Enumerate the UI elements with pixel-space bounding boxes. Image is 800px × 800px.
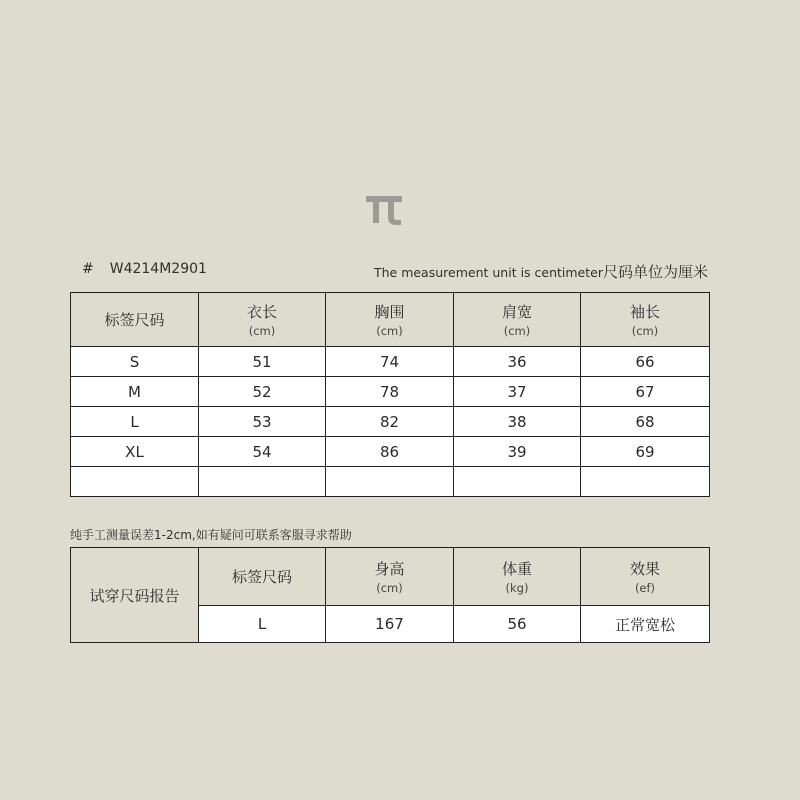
table-cell: 82 (326, 407, 454, 437)
table-cell: 69 (581, 437, 710, 467)
table-cell: 167 (326, 606, 454, 643)
table-row (71, 347, 710, 377)
size-table-header (71, 293, 710, 347)
hash-symbol: # (82, 261, 94, 277)
table-cell: L (199, 606, 326, 643)
header-cell: 身高 (cm) (326, 548, 454, 606)
product-code-line (82, 261, 207, 277)
table-cell: 39 (454, 437, 581, 467)
unit-note-cn: 尺码单位为厘米 (602, 263, 708, 281)
table-cell: 52 (199, 377, 326, 407)
header-cell: 肩宽 (cm) (454, 293, 581, 347)
table-cell: 78 (326, 377, 454, 407)
size-cell: XL (71, 437, 199, 467)
table-cell: 54 (199, 437, 326, 467)
size-cell: L (71, 407, 199, 437)
table-cell: 67 (581, 377, 710, 407)
table-row (71, 407, 710, 437)
product-code: W4214M2901 (109, 261, 207, 277)
table-cell: 53 (199, 407, 326, 437)
size-cell: M (71, 377, 199, 407)
header-cell: 袖长 (cm) (581, 293, 710, 347)
table-cell: 68 (581, 407, 710, 437)
table-cell (581, 467, 710, 497)
table-cell: 37 (454, 377, 581, 407)
header-cell: 效果 (ef) (581, 548, 710, 606)
table-cell: 86 (326, 437, 454, 467)
header-cell: 体重 (kg) (454, 548, 581, 606)
table-cell: 56 (454, 606, 581, 643)
table-row (71, 437, 710, 467)
header-cell: 胸围 (cm) (326, 293, 454, 347)
header-cell: 衣长 (cm) (199, 293, 326, 347)
table-cell: 51 (199, 347, 326, 377)
table-cell (454, 467, 581, 497)
table-cell: 正常宽松 (581, 606, 710, 643)
header-cell: 标签尺码 (199, 548, 326, 606)
table-cell: 38 (454, 407, 581, 437)
try-on-report-label: 试穿尺码报告 (71, 548, 199, 643)
unit-note-en: The measurement unit is centimeter (373, 265, 603, 280)
header-cell: 标签尺码 (71, 293, 199, 347)
size-table (70, 292, 710, 497)
table-row-empty (71, 467, 710, 497)
measurement-note: 纯手工测量误差1-2cm,如有疑问可联系客服寻求帮助 (70, 528, 352, 542)
pi-logo-icon (364, 192, 404, 226)
try-on-header (71, 548, 710, 606)
size-cell: S (71, 347, 199, 377)
table-cell (71, 467, 199, 497)
table-cell: 74 (326, 347, 454, 377)
table-cell: 66 (581, 347, 710, 377)
try-on-table (70, 547, 710, 643)
table-cell (326, 467, 454, 497)
table-cell (199, 467, 326, 497)
unit-note (374, 261, 708, 282)
table-row (71, 377, 710, 407)
table-cell: 36 (454, 347, 581, 377)
